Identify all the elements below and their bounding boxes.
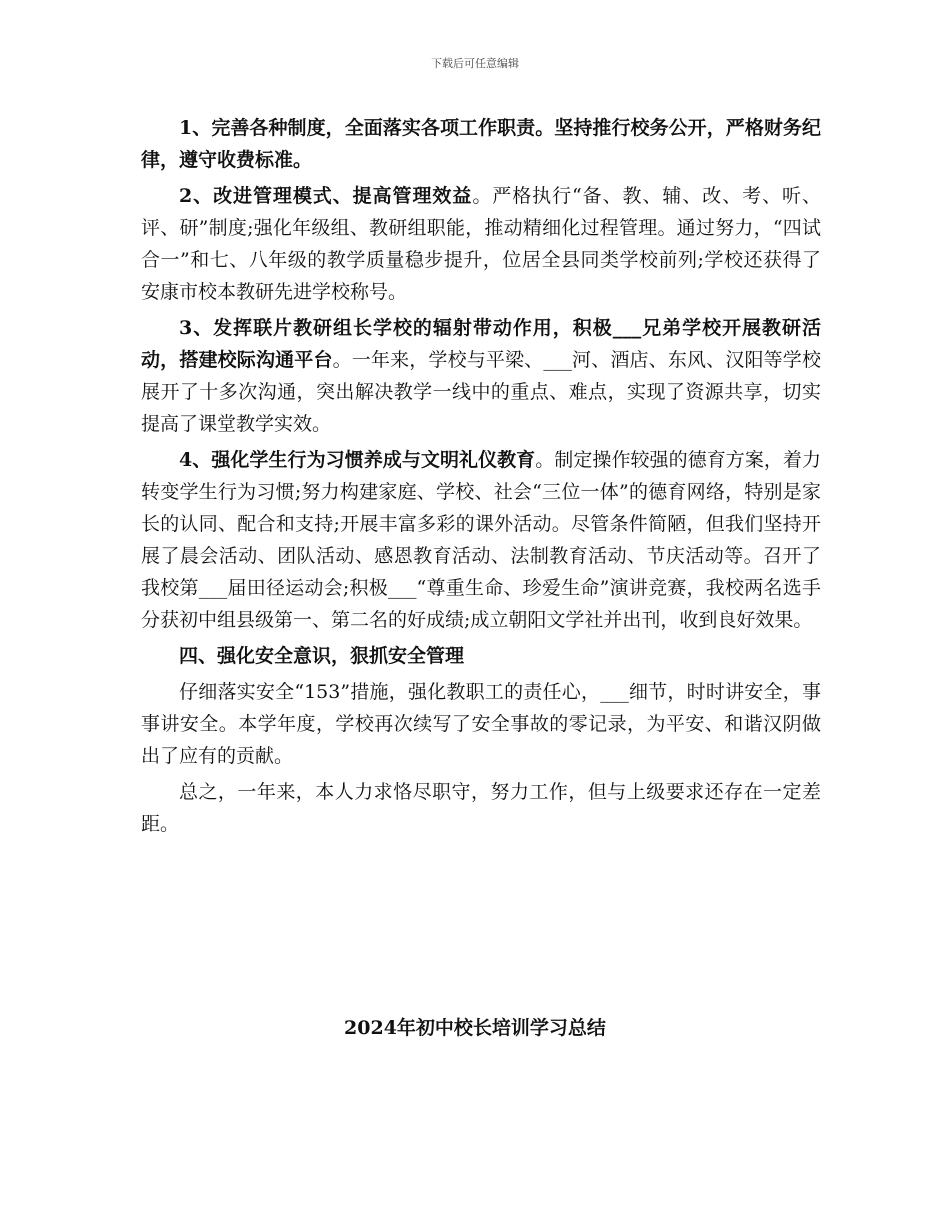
paragraph-1-lead: 1、完善各种制度，全面落实各项工作职责。坚持推行校务公开，严格财务纪律，遵守收费标准。 <box>141 117 821 171</box>
paragraph-4-rest: 。制定操作较强的德育方案，着力转变学生行为习惯;努力构建家庭、学校、社会“三位一体”的德育网络，特别是家长的认同、配合和支持;开展丰富多彩的课外活动。尽管条件简陋，但我们坚持开展了晨会活动、团队活动、感恩教育活动、法制教育活动、节庆活动等。召开了我校第___届田径运动会;积极___“尊重生命、珍爱生命”演讲竞赛，我校两名选手分获初中组县级第一、第二名的好成绩;成立朝阳文学社并出刊，收到良好效果。 <box>141 449 821 631</box>
document-title: 2024年初中校长培训学习总结 <box>344 1017 606 1039</box>
safety-paragraph: 仔细落实安全“153”措施，强化教职工的责任心，___细节，时时讲安全，事事讲安全。本学年度，学校再次续写了安全事故的零记录，为平安、和谐汉阴做出了应有的贡献。 <box>141 681 821 767</box>
paragraph-4-lead: 4、强化学生行为习惯养成与文明礼仪教育 <box>179 449 536 471</box>
paragraph-3-lead: 3、发挥联片教研组长学校的辐射带动作用，积极___兄弟学校开展教研活动，搭建校际沟通平台 <box>141 317 821 371</box>
paragraph-4 <box>141 444 821 636</box>
paragraph-3-rest: 。一年来，学校与平梁、___河、酒店、东风、汉阳等学校展开了十多次沟通，突出解决教学一线中的重点、难点，实现了资源共享，切实提高了课堂教学实效。 <box>141 349 821 435</box>
paragraph-1 <box>141 112 821 176</box>
document-body <box>141 112 821 840</box>
page-header-note: 下载后可任意编辑 <box>431 57 519 70</box>
paragraph-2 <box>141 180 821 308</box>
paragraph-2-lead: 2、改进管理模式、提高管理效益 <box>179 185 473 207</box>
conclusion-paragraph: 总之，一年来，本人力求恪尽职守，努力工作，但与上级要求还存在一定差距。 <box>141 781 821 835</box>
paragraph-3 <box>141 312 821 440</box>
paragraph-2-rest: 。严格执行“备、教、辅、改、考、听、评、研”制度;强化年级组、教研组职能，推动精细化过程管理。通过努力，“四试合一”和七、八年级的教学质量稳步提升，位居全县同类学校前列;学校还获得了安康市校本教研先进学校称号。 <box>141 185 821 303</box>
section-heading: 四、强化安全意识，狠抓安全管理 <box>179 645 465 667</box>
